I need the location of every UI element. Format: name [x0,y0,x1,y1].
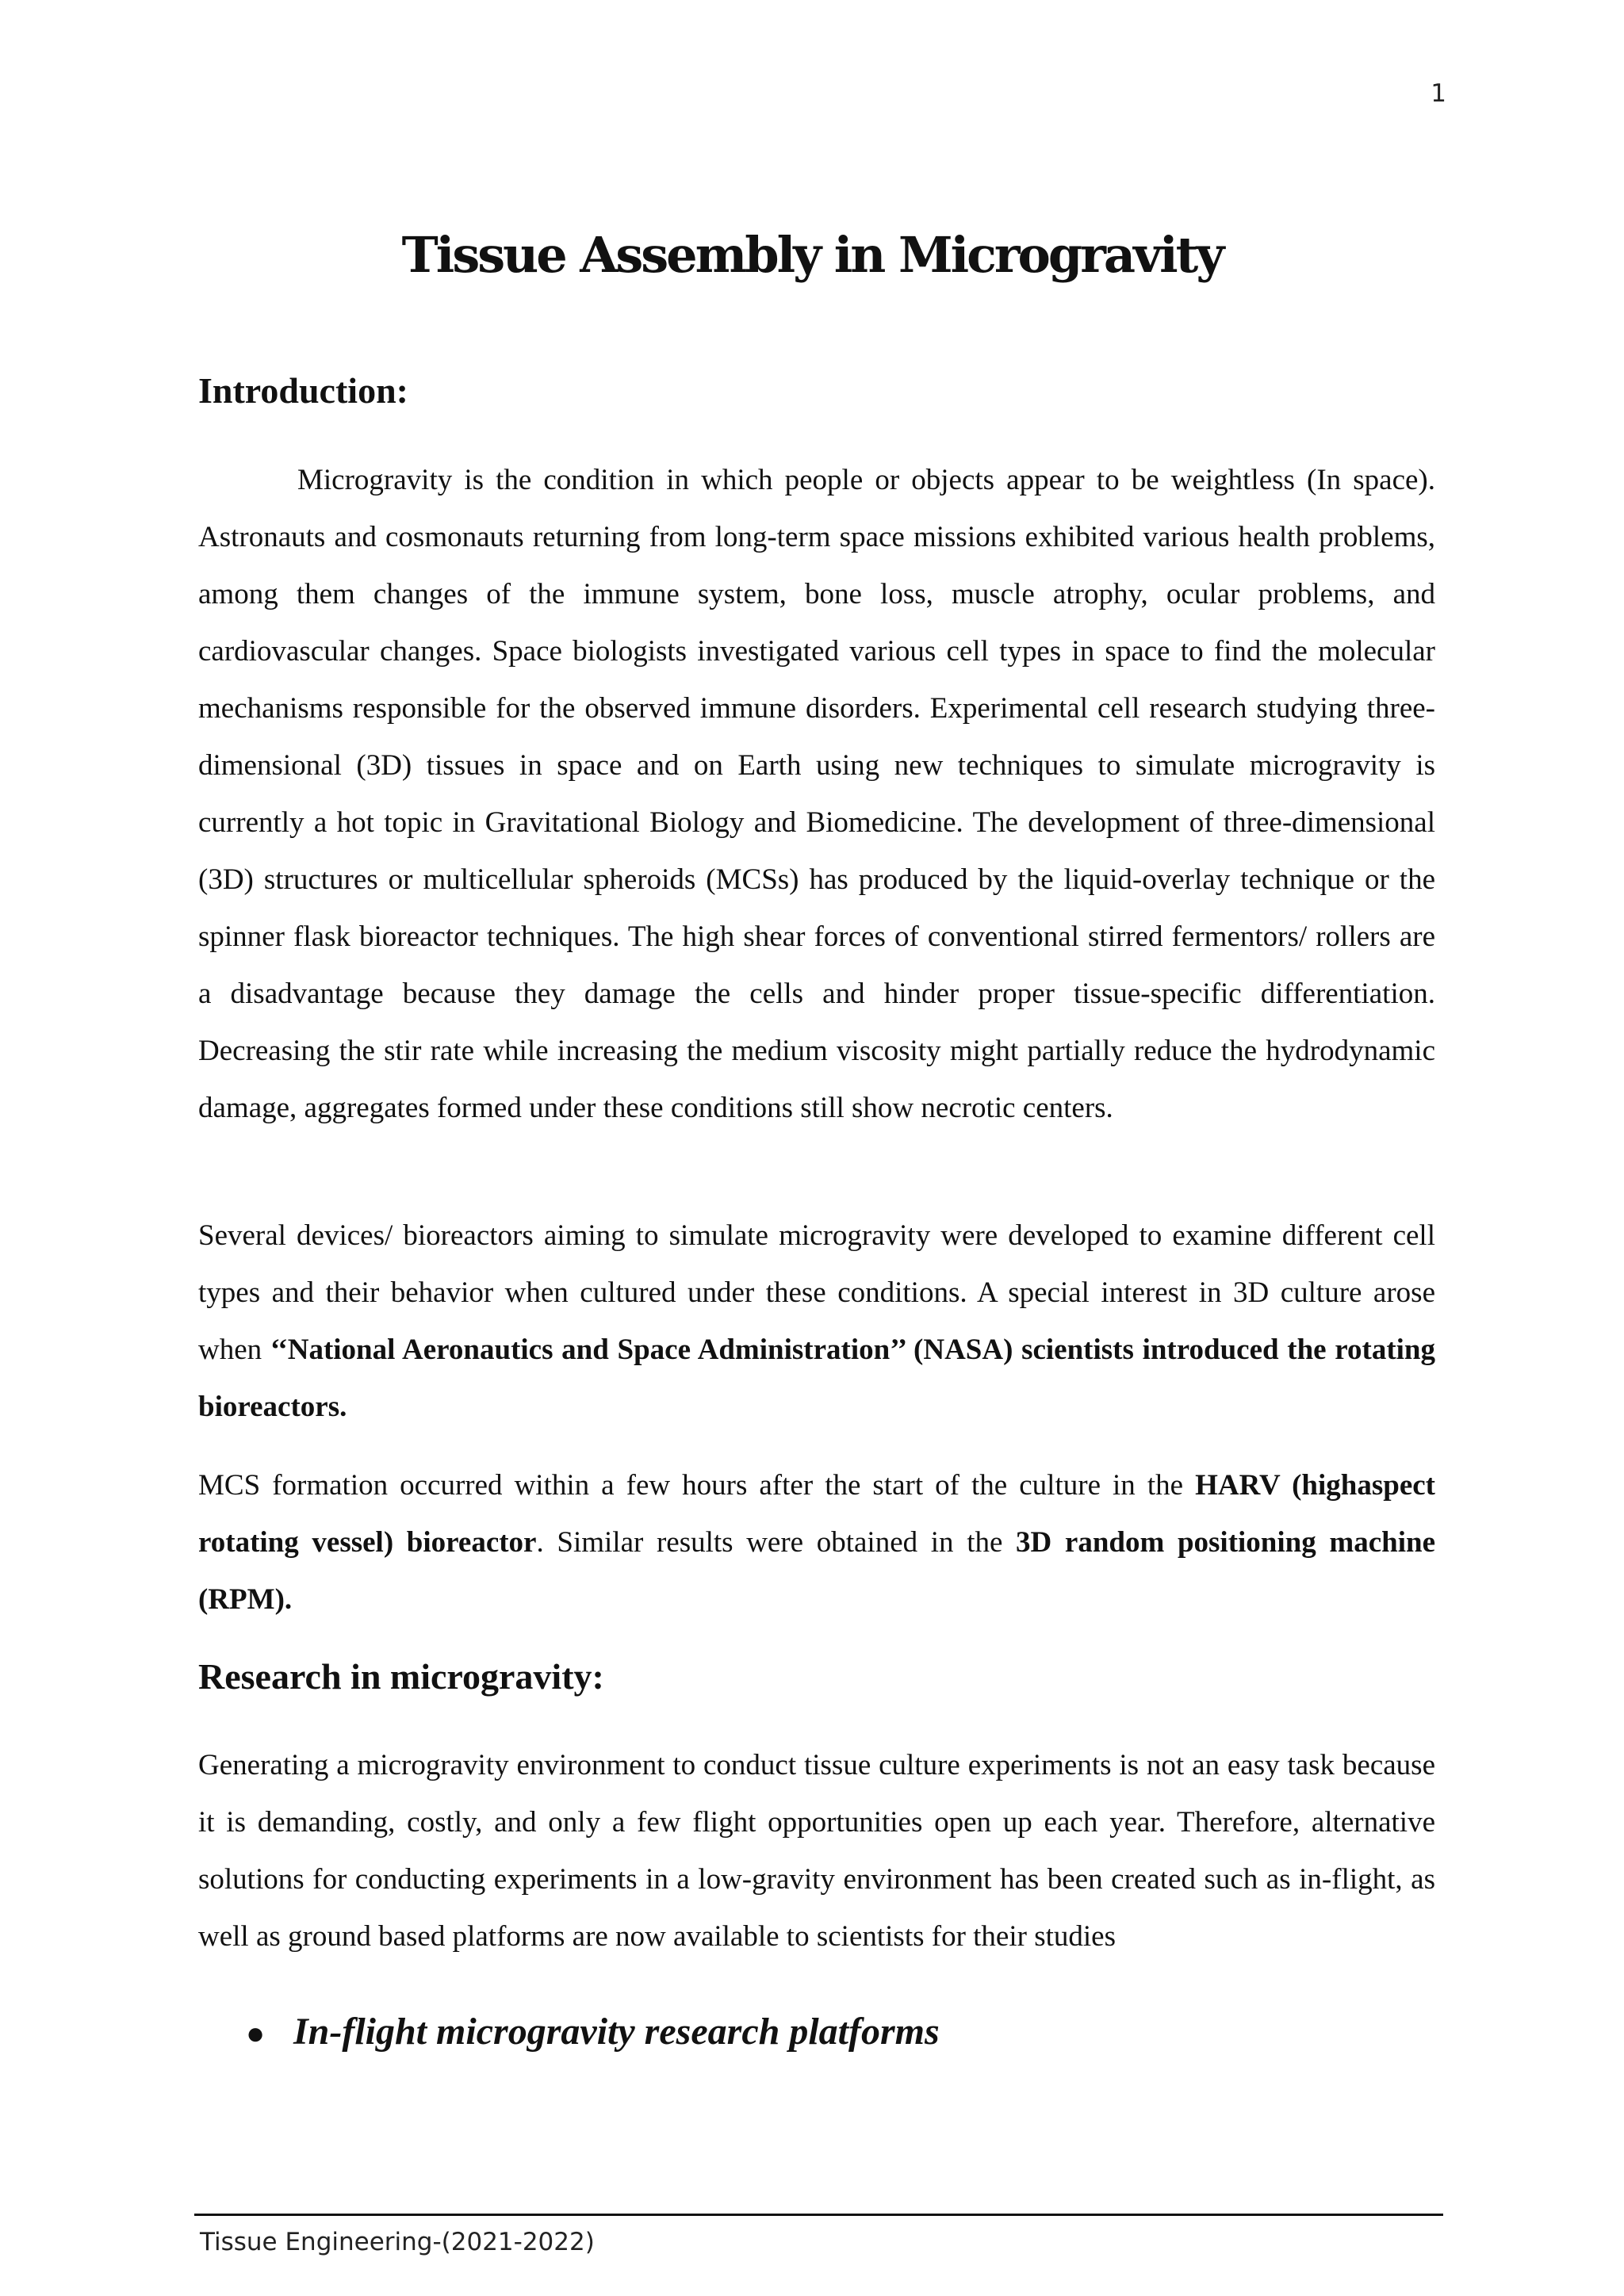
paragraph-3-text-c: . Similar results were obtained in the [536,1526,1017,1559]
footer-divider [194,2214,1443,2216]
paragraph-2-text: Several devices/ bioreactors aiming to simulate microgravity were developed to examine different cell types and their behavior when cultured under these conditions. A special interest in 3D culture arose when [198,1219,1435,1366]
section-introduction-heading [198,369,1435,411]
introduction-paragraph-2 [198,1207,1435,1436]
bullet-icon: ● [246,2015,266,2051]
introduction-paragraph-1-text: Microgravity is the condition in which people or objects appear to be weightless (In space). Astronauts and cosmonauts returning from long-term space missions exhibited various health problems, among them changes of the immune system, bone loss, muscle atrophy, ocular problems, and cardiovascular changes. Space biologists investigated various cell types in space to find the molecular mechanisms responsible for the observed immune disorders. Experimental cell research studying three-dimensional (3D) tissues in space and on Earth using new techniques to simulate microgravity is currently a hot topic in Gravitational Biology and Biomedicine. The development of three-dimensional (3D) structures or multicellular spheroids (MCSs) has produced by the liquid-overlay technique or the spinner flask bioreactor techniques. The high shear forces of conventional stirred fermentors/ rollers are a disadvantage because they damage the cells and hinder proper tissue-specific differentiation. Decreasing the stir rate while increasing the medium viscosity might partially reduce the hydrodynamic damage, aggregates formed under these conditions still show necrotic centers. [198,464,1435,1124]
paragraph-3-text-a: MCS formation occurred within a few hours after the start of the culture in the [198,1469,1196,1502]
footer-text: Tissue Engineering-(2021-2022) [200,2228,595,2256]
bullet-item-text: In-flight microgravity research platforms [293,2011,940,2053]
paragraph-3-bold-harv: HARV (highaspect rotating vessel) bioreactor [198,1469,1435,1559]
page-number: 1 [1431,79,1446,108]
bullet-item [246,2010,1435,2053]
introduction-heading: Introduction: [198,370,408,411]
paragraph-3-bold-rpm: 3D random positioning machine (RPM). [198,1526,1435,1616]
section-research-heading [198,1655,1435,1697]
research-paragraph [198,1737,1435,1965]
introduction-paragraph-1 [198,452,1435,1137]
introduction-paragraph-3 [198,1457,1435,1628]
research-heading: Research in microgravity: [198,1656,604,1697]
paragraph-2-bold-text: ‘‘National Aeronautics and Space Administration’’ (NASA) scientists introduced the rotating bioreactors. [198,1334,1435,1423]
research-paragraph-text: Generating a microgravity environment to conduct tissue culture experiments is not an easy task because it is demanding, costly, and only a few flight opportunities open up each year. Therefore, alternative solutions for conducting experiments in a low-gravity environment has been created such as in-flight, as well as ground based platforms are now available to scientists for their studies [198,1749,1435,1953]
document-title: Tissue Assembly in Microgravity [401,226,1223,284]
